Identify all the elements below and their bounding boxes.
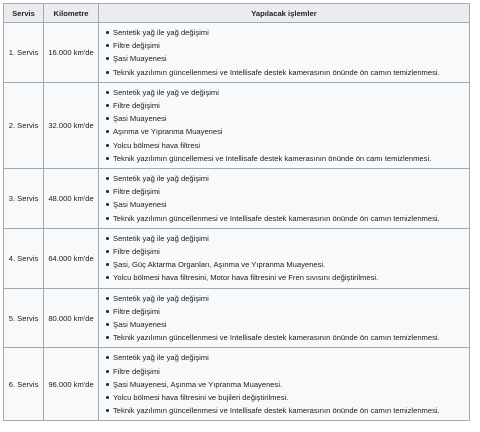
task-list-item: Teknik yazılımın güncellenmesi ve Intellisafe destek kamerasının önünde ön camın temizlenmesi. xyxy=(105,212,465,225)
cell-servis: 5. Servis xyxy=(4,288,44,348)
cell-islemler xyxy=(99,288,470,348)
header-servis: Servis xyxy=(4,4,44,23)
cell-servis: 6. Servis xyxy=(4,348,44,421)
table-row xyxy=(4,348,470,421)
task-list xyxy=(105,172,465,225)
cell-kilometre: 64.000 km'de xyxy=(44,228,99,288)
task-list-item: Aşınma ve Yıpranma Muayenesi xyxy=(105,125,465,138)
cell-islemler xyxy=(99,23,470,83)
cell-islemler xyxy=(99,82,470,168)
cell-servis: 3. Servis xyxy=(4,169,44,229)
task-list-item: Şasi Muayenesi xyxy=(105,52,465,65)
cell-kilometre: 16.000 km'de xyxy=(44,23,99,83)
task-list-item: Sentetik yağ ile yağ değişimi xyxy=(105,172,465,185)
table-body xyxy=(4,23,470,421)
cell-islemler xyxy=(99,228,470,288)
task-list-item: Şasi Muayenesi xyxy=(105,112,465,125)
table-row xyxy=(4,288,470,348)
task-list-item: Yolcu bölmesi hava filtresi xyxy=(105,139,465,152)
task-list-item: Teknik yazılımın güncellenmesi ve Intellisafe destek kamerasının önünde ön camın temizlenmesi. xyxy=(105,331,465,344)
task-list-item: Yolcu bölmesi hava filtresini, Motor hava filtresini ve Fren sıvısını değiştirilmesi. xyxy=(105,271,465,284)
cell-islemler xyxy=(99,348,470,421)
task-list-item: Filtre değişimi xyxy=(105,365,465,378)
task-list-item: Filtre değişimi xyxy=(105,305,465,318)
cell-kilometre: 32.000 km'de xyxy=(44,82,99,168)
task-list-item: Filtre değişimi xyxy=(105,99,465,112)
table-row xyxy=(4,228,470,288)
cell-servis: 2. Servis xyxy=(4,82,44,168)
task-list xyxy=(105,292,465,345)
task-list-item: Sentetik yağ ile yağ değişimi xyxy=(105,351,465,364)
cell-kilometre: 48.000 km'de xyxy=(44,169,99,229)
task-list-item: Şasi Muayenesi xyxy=(105,198,465,211)
table-row xyxy=(4,23,470,83)
task-list-item: Şasi Muayenesi xyxy=(105,318,465,331)
task-list-item: Sentetik yağ ile yağ değişimi xyxy=(105,26,465,39)
task-list-item: Sentetik yağ ile yağ değişimi xyxy=(105,292,465,305)
task-list-item: Sentetik yağ ile yağ değişimi xyxy=(105,232,465,245)
task-list xyxy=(105,86,465,165)
cell-kilometre: 96.000 km'de xyxy=(44,348,99,421)
cell-servis: 4. Servis xyxy=(4,228,44,288)
task-list xyxy=(105,351,465,417)
task-list-item: Sentetik yağ ile yağ ve değişimi xyxy=(105,86,465,99)
table-header-row xyxy=(4,4,470,23)
task-list-item: Şasi, Güç Aktarma Organları, Aşınma ve Yıpranma Muayenesi. xyxy=(105,258,465,271)
table-row xyxy=(4,82,470,168)
table-row xyxy=(4,169,470,229)
header-kilometre: Kilometre xyxy=(44,4,99,23)
header-islemler: Yapılacak işlemler xyxy=(99,4,470,23)
task-list-item: Filtre değişimi xyxy=(105,245,465,258)
task-list-item: Filtre değişimi xyxy=(105,185,465,198)
task-list-item: Filtre değişimi xyxy=(105,39,465,52)
task-list xyxy=(105,232,465,285)
cell-servis: 1. Servis xyxy=(4,23,44,83)
task-list-item: Şasi Muayenesi, Aşınma ve Yıpranma Muayenesi. xyxy=(105,378,465,391)
task-list-item: Teknik yazılımın güncellemesi ve Intellisafe destek kamerasının önünde ön camı temizlenmesi. xyxy=(105,152,465,165)
service-schedule-table xyxy=(3,3,470,421)
task-list-item: Yolcu bölmesi hava filtresini ve bujileri değiştirilmesi. xyxy=(105,391,465,404)
cell-islemler xyxy=(99,169,470,229)
task-list-item: Teknik yazılımın güncellenmesi ve Intellisafe destek kamerasının önünde ön camın temizlenmesi. xyxy=(105,404,465,417)
task-list xyxy=(105,26,465,79)
task-list-item: Teknik yazılımın güncellenmesi ve Intellisafe destek kamerasının önünde ön camın temizlenmesi. xyxy=(105,66,465,79)
cell-kilometre: 80.000 km'de xyxy=(44,288,99,348)
